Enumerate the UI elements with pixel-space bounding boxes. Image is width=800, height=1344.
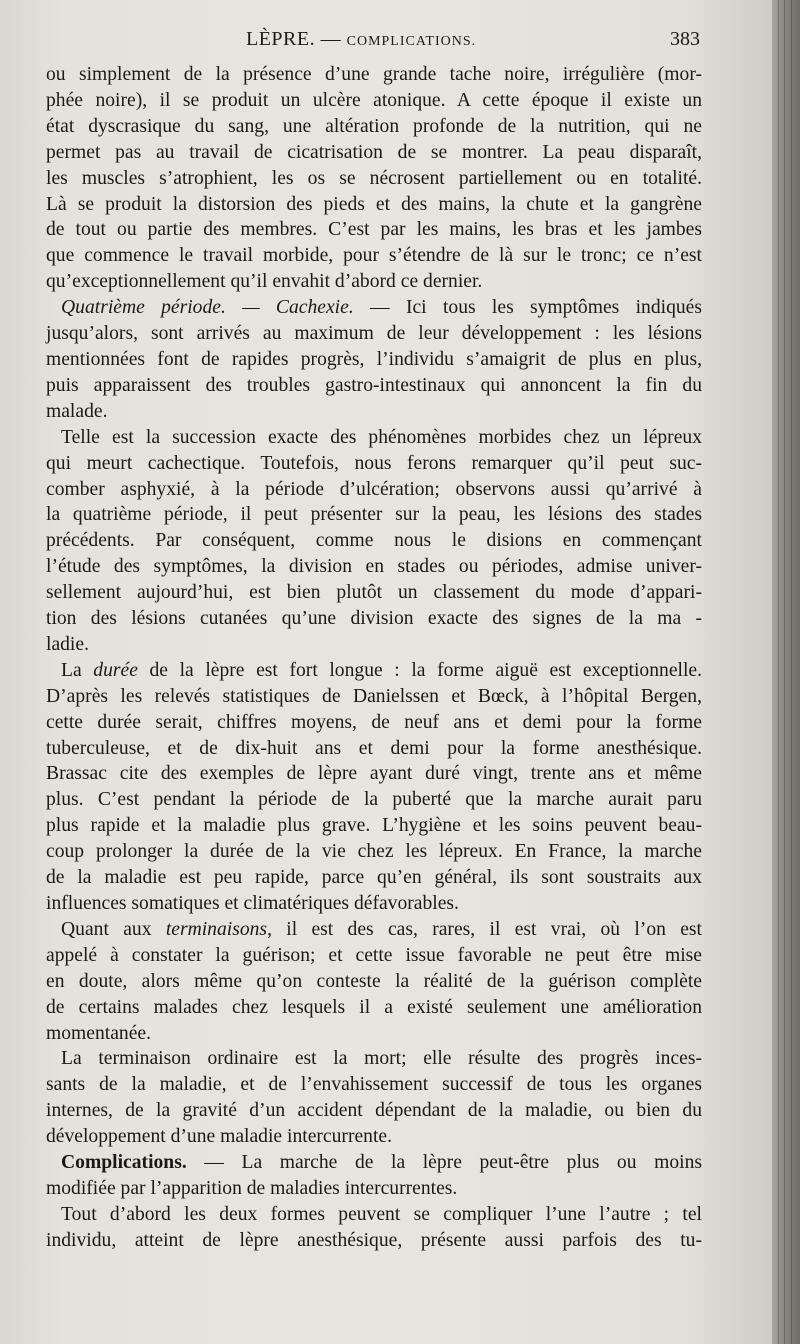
text-line: Là se produit la distorsion des pieds et des mains, la chute et la gangrène [46,193,702,215]
paragraph-5 [46,917,702,1047]
text-line: mentionnées font de rapides progrès, l’individu s’amaigrit de plus en plus, [46,348,702,370]
paragraph-4 [46,658,702,917]
text-line: ou simplement de la présence d’une grande tache noire, irrégulière (mor- [46,64,702,85]
text-line: Quatrième période. — Cachexie. — Ici tous les symptômes indiqués [61,297,702,319]
text-line: momentanée. [46,1022,152,1044]
text-line: de la maladie est peu rapide, parce qu’en général, ils sont soustraits aux [46,867,702,889]
text-line: que commence le travail morbide, pour s’étendre de là sur le tronc; ce n’est [46,245,702,267]
text-line: Tout d’abord les deux formes peuvent se compliquer l’une l’autre ; tel [61,1203,702,1225]
text-line: Quant aux terminaisons, il est des cas, rares, il est vrai, où l’on est [61,918,702,940]
text-line: La durée de la lèpre est fort longue : la forme aiguë est exceptionnelle. [61,659,702,681]
text-line: de certains malades chez lesquels il a existé seulement une amélioration [46,996,702,1018]
text-line: sants de la maladie, et de l’envahissement successif de tous les organes [46,1074,702,1096]
text-line: plus rapide et la maladie plus grave. L’hygiène et les soins peuvent beau- [46,815,702,837]
text-line: tuberculeuse, et de dix-huit ans et demi pour la forme anesthésique. [46,737,702,759]
text-line: comber asphyxié, à la période d’ulcération; observons aussi qu’arrivé à [46,478,702,500]
text-line: état dyscrasique du sang, une altération profonde de la nutrition, qui ne [46,115,702,137]
page-edge [772,0,800,1344]
text-line: développement d’une maladie intercurrente. [46,1126,392,1148]
text-line: qui meurt cachectique. Toutefois, nous ferons remarquer qu’il peut suc- [46,452,702,474]
page-header [46,28,702,58]
paragraph-1 [46,62,702,295]
text-line: qu’exceptionnellement qu’il envahit d’abord ce dernier. [46,271,483,293]
text-line: en doute, alors même qu’on conteste la réalité de la guérison complète [46,970,702,992]
text-line: Brassac cite des exemples de lèpre ayant duré vingt, trente ans et même [46,763,702,785]
text-line: coup prolonger la durée de la vie chez les lépreux. En France, la marche [46,841,702,863]
text-line: Telle est la succession exacte des phénomènes morbides chez un lépreux [61,426,702,448]
text-line: influences somatiques et climatériques défavorables. [46,893,459,914]
text-line: internes, de la gravité d’un accident dépendant de la maladie, ou bien du [46,1100,702,1122]
section-heading-bold: Complications. [61,1152,187,1174]
running-head-sub: COMPLICATIONS. [346,34,477,49]
running-head [246,28,476,51]
section-heading-italic: Quatrième période. — Cachexie. [61,297,354,319]
edge-line [784,0,785,1344]
edge-line [791,0,792,1344]
text-line: la quatrième période, il peut présenter sur la peau, les lésions des stades [46,504,702,526]
paragraph-8 [46,1202,702,1254]
paragraph-3 [46,425,702,658]
emphasis-italic: durée [93,659,138,681]
running-head-main: LÈPRE. — [246,28,342,50]
text-line: permet pas au travail de cicatrisation de se montrer. La peau disparaît, [46,141,702,163]
paragraph-7 [46,1150,702,1202]
text-line: La terminaison ordinaire est la mort; elle résulte des progrès inces- [61,1048,702,1070]
text-line: l’étude des symptômes, la division en stades ou périodes, admise univer- [46,556,702,578]
text-line: les muscles s’atrophient, les os se nécrosent partiellement ou en totalité. [46,167,702,189]
body-text [46,62,702,1254]
text-line: appelé à constater la guérison; et cette issue favorable ne peut être mise [46,944,702,966]
edge-line [778,0,779,1344]
text-line: sellement aujourd’hui, est bien plutôt un classement du mode d’appari- [46,582,702,604]
text-line: phée noire), il se produit un ulcère atonique. A cette époque il existe un [46,89,702,111]
text-line: jusqu’alors, sont arrivés au maximum de leur développement : les lésions [46,323,702,345]
paragraph-6 [46,1046,702,1150]
text-line: cette durée serait, chiffres moyens, de neuf ans et demi pour la forme [46,711,702,733]
paragraph-2 [46,295,702,425]
emphasis-italic: terminaisons [165,918,268,940]
text-line: malade. [46,400,108,422]
text-line: individu, atteint de lèpre anesthésique, présente aussi parfois des tu- [46,1229,702,1251]
text-line: de tout ou partie des membres. C’est par les mains, les bras et les jambes [46,219,702,241]
text-line: ladie. [46,633,89,655]
text-line: tion des lésions cutanées qu’une division exacte des signes de la ma - [46,608,702,630]
text-line: puis apparaissent des troubles gastro-intestinaux qui annoncent la fin du [46,374,702,396]
page-number: 383 [670,28,700,50]
text-line: Complications. — La marche de la lèpre peut-être plus ou moins [61,1152,702,1174]
text-line: plus. C’est pendant la période de la puberté que la marche aurait paru [46,789,702,811]
text-line: D’après les relevés statistiques de Danielssen et Bœck, à l’hôpital Bergen, [46,685,702,707]
text-line: modifiée par l’apparition de maladies intercurrentes. [46,1177,458,1199]
text-line: précédents. Par conséquent, comme nous le disions en commençant [46,530,702,552]
